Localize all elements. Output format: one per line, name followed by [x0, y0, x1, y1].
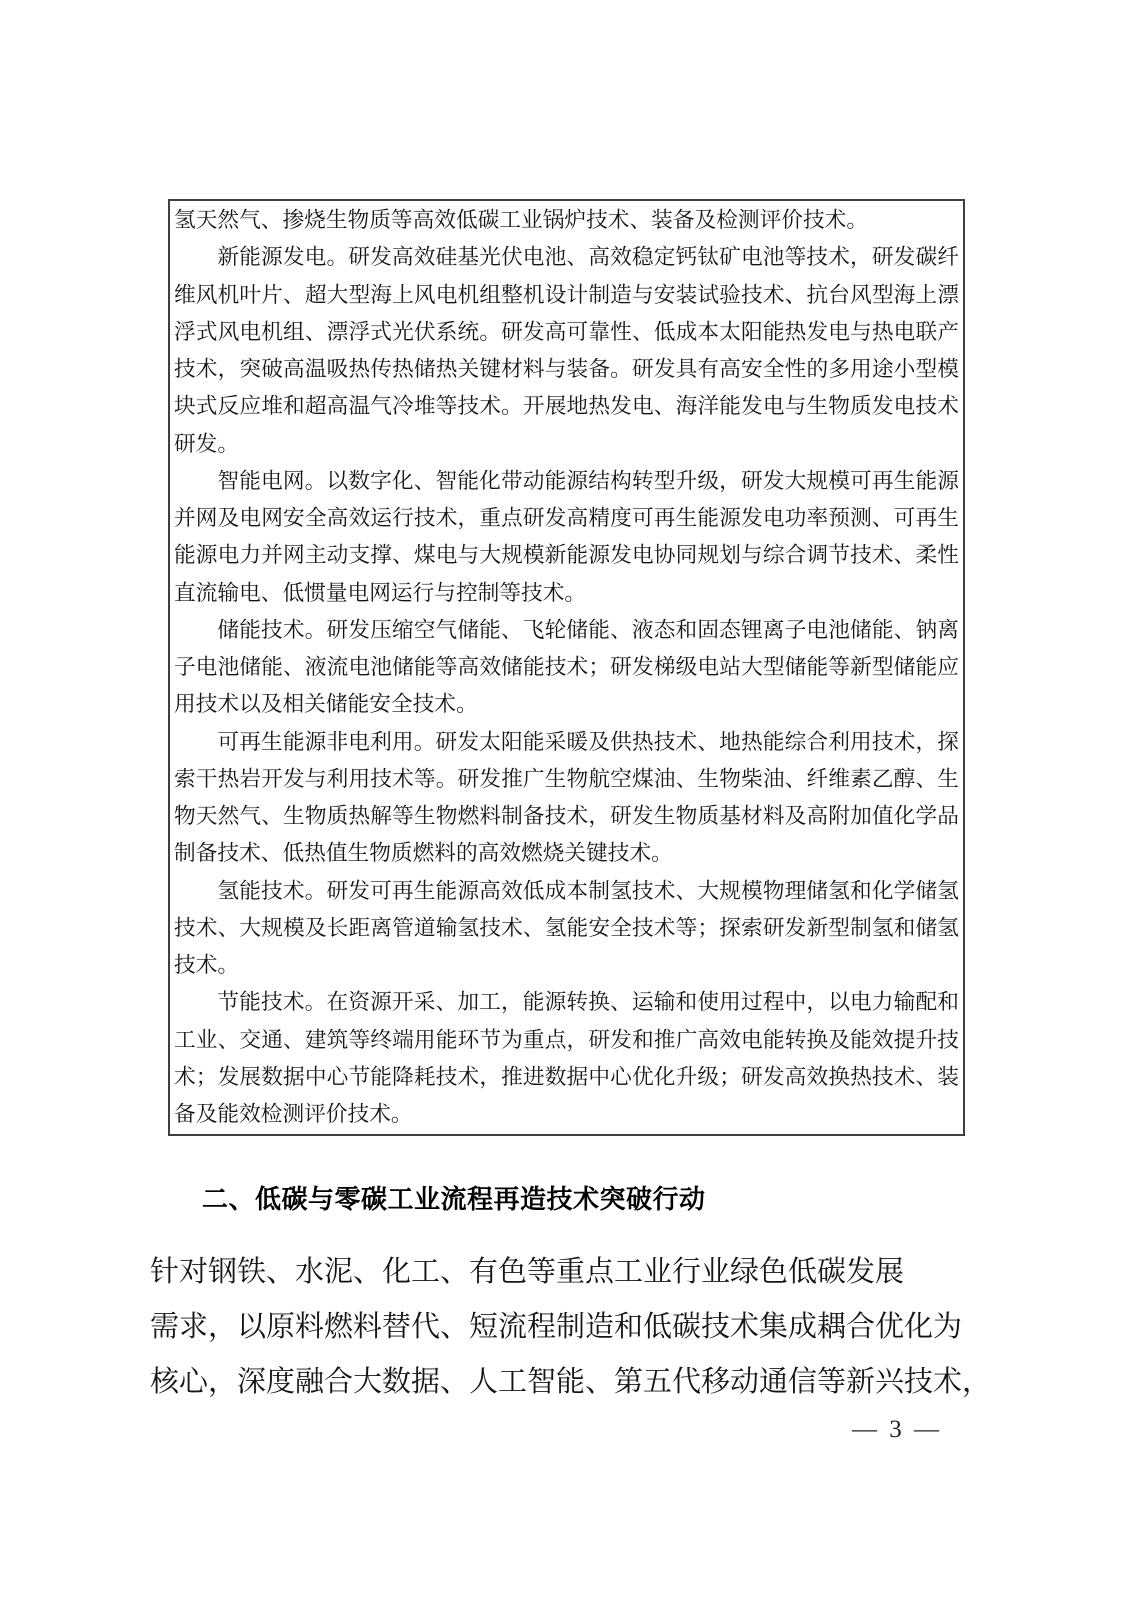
section-paragraph-line: 针对钢铁、水泥、化工、有色等重点工业行业绿色低碳发展	[150, 1256, 905, 1288]
table-paragraph: 氢天然气、掺烧生物质等高效低碳工业锅炉技术、装备及检测评价技术。	[174, 208, 869, 232]
table-paragraph: 新能源发电。研发高效硅基光伏电池、高效稳定钙钛矿电池等技术，研发碳纤维风机叶片、超大型海上风电机组整机设计制造与安装试验技术、抗台风型海上漂浮式风电机组、漂浮式光伏系统。研发高可靠性、低成本太阳能热发电与热电联产技术，突破高温吸热传热储热关键材料与装备。研发具有高安全性的多用途小型模块式反应堆和超高温气冷堆等技术。开展地热发电、海洋能发电与生物质发电技术研发。	[174, 245, 959, 456]
table-paragraph: 氢能技术。研发可再生能源高效低成本制氢技术、大规模物理储氢和化学储氢技术、大规模及长距离管道输氢技术、氢能安全技术等；探索研发新型制氢和储氢技术。	[174, 878, 959, 977]
section-paragraph-line: 需求，以原料燃料替代、短流程制造和低碳技术集成耦合优化为	[150, 1311, 963, 1343]
table-paragraph: 可再生能源非电利用。研发太阳能采暖及供热技术、地热能综合利用技术，探索干热岩开发与利用技术等。研发推广生物航空煤油、生物柴油、纤维素乙醇、生物天然气、生物质热解等生物燃料制备技术，研发生物质基材料及高附加值化学品制备技术、低热值生物质燃料的高效燃烧关键技术。	[174, 729, 959, 866]
section-paragraph-line: 核心，深度融合大数据、人工智能、第五代移动通信等新兴技术，	[150, 1366, 992, 1398]
section-heading: 二、低碳与零碳工业流程再造技术突破行动	[202, 1184, 706, 1214]
page-number: — 3 —	[852, 1416, 942, 1443]
table-paragraph: 智能电网。以数字化、智能化带动能源结构转型升级，研发大规模可再生能源并网及电网安全高效运行技术，重点研发高精度可再生能源发电功率预测、可再生能源电力并网主动支撑、煤电与大规模新能源发电协同规划与综合调节技术、柔性直流输电、低惯量电网运行与控制等技术。	[174, 468, 959, 605]
technology-table	[168, 199, 965, 1136]
section-body	[150, 1245, 1050, 1410]
table-paragraph: 节能技术。在资源开采、加工，能源转换、运输和使用过程中，以电力输配和工业、交通、建筑等终端用能环节为重点，研发和推广高效电能转换及能效提升技术；发展数据中心节能降耗技术，推进数据中心优化升级；研发高效换热技术、装备及能效检测评价技术。	[174, 990, 959, 1126]
table-paragraph: 储能技术。研发压缩空气储能、飞轮储能、液态和固态锂离子电池储能、钠离子电池储能、液流电池储能等高效储能技术；研发梯级电站大型储能等新型储能应用技术以及相关储能安全技术。	[174, 617, 959, 717]
